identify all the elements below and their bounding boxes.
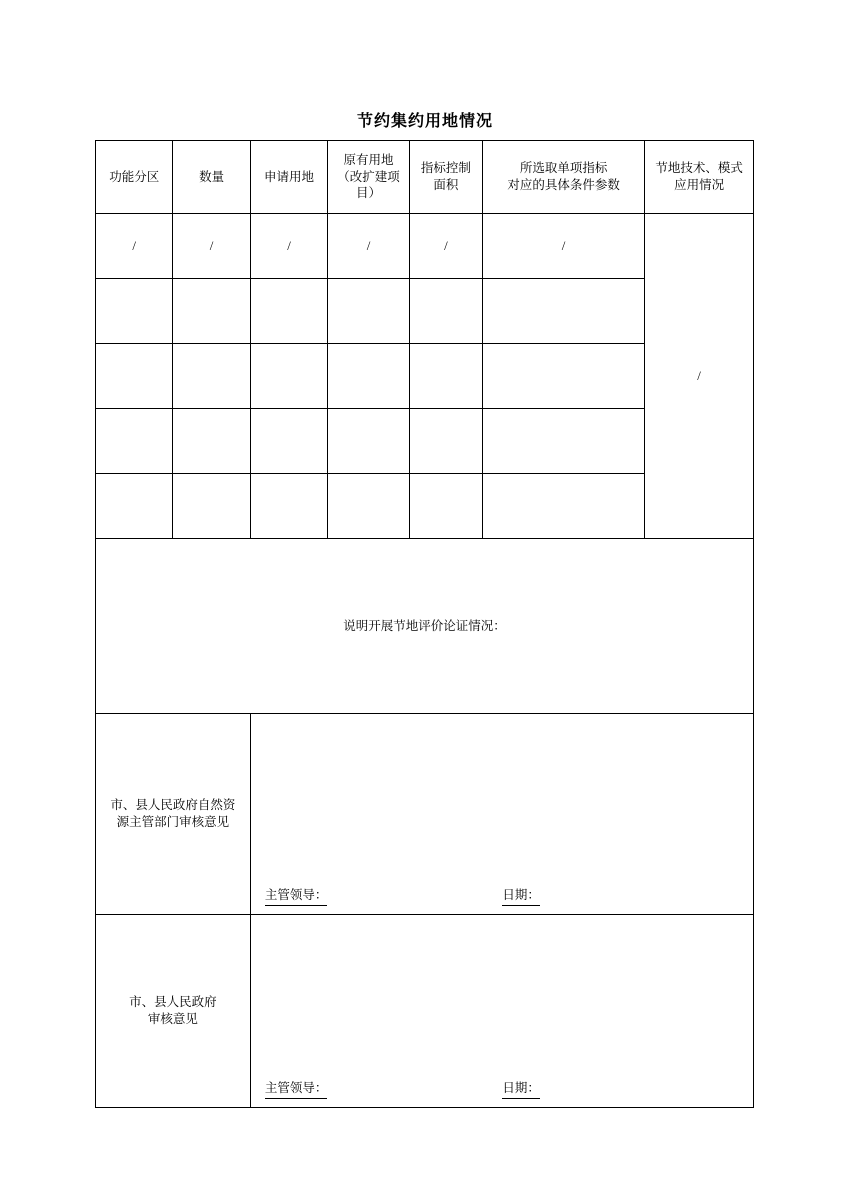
review-label-gov-line-1: 市、县人民政府 [129,995,217,1010]
review-label-line-2: 源主管部门审核意见 [116,815,230,829]
page-title: 节约集约用地情况 [356,113,493,130]
cell-functional-zone-3 [96,344,173,409]
cell-applied-land-5 [250,474,327,539]
table-header-row [96,141,754,214]
cell-selected-index-params-2 [483,279,645,344]
land-use-table [95,140,754,1108]
existing-land-line-1: 原有用地 [343,152,394,167]
notes-cell[interactable] [96,539,754,714]
cell-selected-index-params-3 [483,344,645,409]
table-header-cell-existing-land [328,141,410,214]
review-label-government [96,915,251,1108]
cell-functional-zone-4 [96,409,173,474]
leader-label-natural-resources: 主管领导： [265,887,328,906]
table-header-cell-selected-index-params [483,141,645,214]
review-label-gov-line-2: 审核意见 [147,1012,198,1026]
cell-existing-land-5 [328,474,410,539]
date-label-government: 日期： [502,1080,540,1099]
notes-row [96,539,754,714]
cell-quantity-3 [173,344,250,409]
review-row-government [96,915,754,1108]
cell-applied-land-2 [250,279,327,344]
cell-quantity-2 [173,279,250,344]
existing-land-line-2: （改扩建项 [337,169,400,184]
cell-quantity-5 [173,474,250,539]
table-header-cell-quantity: 数量 [173,141,250,214]
table-header-cell-functional-zone: 功能分区 [96,141,173,214]
cell-land-saving-tech-merged: / [645,214,754,539]
cell-index-control-area-4 [409,409,482,474]
review-content-government[interactable] [250,915,753,1108]
table-header-cell-index-control-area [409,141,482,214]
cell-functional-zone-5 [96,474,173,539]
cell-applied-land-1: / [250,214,327,279]
cell-index-control-area-3 [409,344,482,409]
cell-index-control-area-1: / [409,214,482,279]
cell-existing-land-3 [328,344,410,409]
index-control-line-1: 指标控制 [420,161,471,176]
cell-applied-land-3 [250,344,327,409]
review-label-natural-resources [96,714,251,915]
cell-existing-land-2 [328,279,410,344]
table-header-cell-applied-land: 申请用地 [250,141,327,214]
selected-index-line-2: 对应的具体条件参数 [507,178,620,192]
land-saving-line-1: 节地技术、模式 [655,161,743,176]
cell-quantity-4 [173,409,250,474]
cell-functional-zone-2 [96,279,173,344]
cell-functional-zone-1: / [96,214,173,279]
cell-applied-land-4 [250,409,327,474]
cell-index-control-area-2 [409,279,482,344]
review-content-natural-resources[interactable] [250,714,753,915]
cell-index-control-area-5 [409,474,482,539]
leader-label-government: 主管领导： [265,1080,328,1099]
table-header-cell-land-saving-tech [645,141,754,214]
cell-quantity-1: / [173,214,250,279]
date-label-natural-resources: 日期： [502,887,540,906]
notes-label: 说明开展节地评价论证情况： [343,618,506,633]
cell-selected-index-params-1: / [483,214,645,279]
review-label-line-1: 市、县人民政府自然资 [110,798,236,813]
review-row-natural-resources [96,714,754,915]
cell-selected-index-params-4 [483,409,645,474]
cell-selected-index-params-5 [483,474,645,539]
existing-land-line-3: 目） [356,186,382,201]
cell-existing-land-4 [328,409,410,474]
table-row [96,214,754,279]
index-control-line-2: 面积 [433,178,459,192]
selected-index-line-1: 所选取单项指标 [519,161,608,176]
signature-row-natural-resources [251,887,753,906]
land-saving-line-2: 应用情况 [674,178,725,192]
cell-existing-land-1: / [328,214,410,279]
signature-row-government [251,1080,753,1099]
